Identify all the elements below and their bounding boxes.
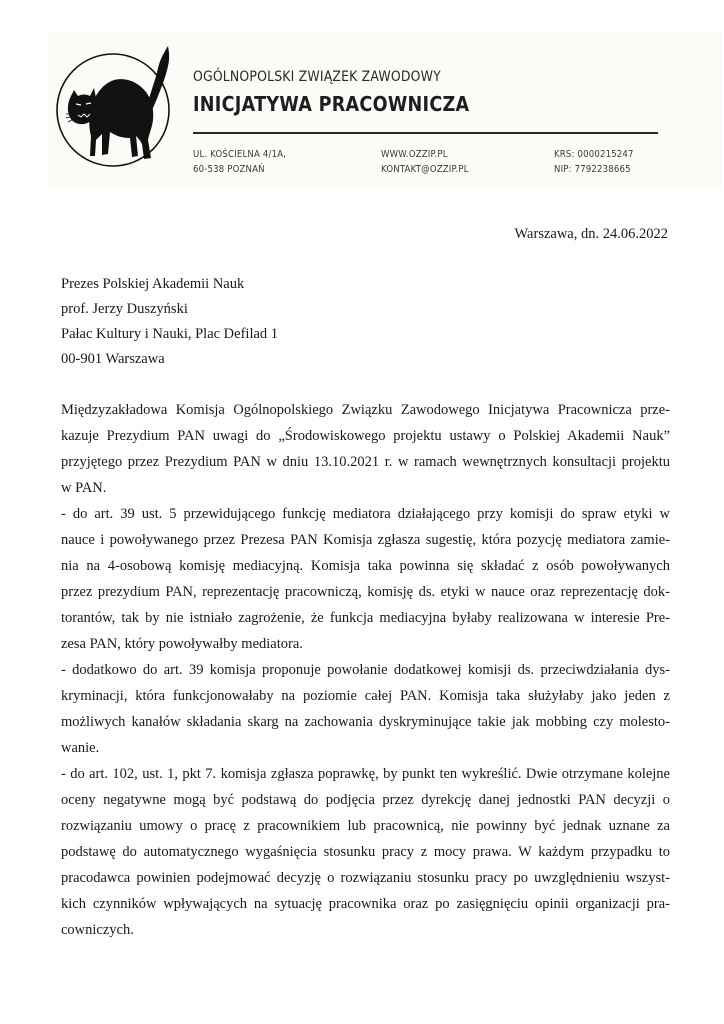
address-city: 60-538 POZNAŃ [193,164,265,175]
body-line: torantów, tak by nie istniało zagrożenie, że funkcja mediacyjna byłaby realizowana w interesie Pre- [61,610,670,626]
body-line: zesa PAN, który powoływałby mediatora. [61,636,303,652]
body-line: rozwiązaniu umowy o pracę z pracownikiem lub pracownicą, nie powinny być jednak uznane za [61,818,670,834]
body-line: możliwych kanałów składania skarg na zachowania dyskryminujące takie jak mobbing czy molesto- [61,714,670,730]
recipient-line: Pałac Kultury i Nauki, Plac Defilad 1 [61,326,279,342]
org-name-line2: INICJATYWA PRACOWNICZA [193,92,470,116]
website-link[interactable]: WWW.OZZIP.PL [381,149,448,160]
letter-date: Warszawa, dn. 24.06.2022 [514,226,668,242]
body-line: w PAN. [61,480,107,496]
letter-body [61,397,670,943]
recipient-line: 00-901 Warszawa [61,351,165,367]
org-registration [554,147,634,177]
body-line: pracodawca powinien podejmować decyzję o rozwiązaniu stosunku pracy po uwzględnieniu wszyst- [61,870,670,886]
body-line: przyjętego przez Prezydium PAN w dniu 13.10.2021 r. w ramach wewnętrznych konsultacji projektu [61,454,670,470]
org-name-line1: OGÓLNOPOLSKI ZWIĄZEK ZAWODOWY [193,69,441,85]
recipient-line: Prezes Polskiej Akademii Nauk [61,276,245,292]
body-line: - do art. 39 ust. 5 przewidującego funkcję mediatora działającego przy komisji do spraw etyki w [61,506,670,522]
recipient-address [61,272,278,372]
body-line: cowniczych. [61,922,134,938]
body-line: kryminacji, która funkcjonowałaby na poziomie całej PAN. Komisja taka służyłaby jako jeden z [61,688,670,704]
body-line: nauce i powoływanego przez Prezesa PAN Komisja zgłasza sugestię, która pozycję mediatora zamie- [61,532,670,548]
black-cat-logo-icon [56,44,176,168]
body-line: wanie. [61,740,100,756]
body-line: nia na 4-osobową komisję mediacyjną. Komisja taka powinna się składać z osób powoływanych [61,558,670,574]
org-address [193,147,286,177]
body-line: Międzyzakładowa Komisja Ogólnopolskiego Związku Zawodowego Inicjatywa Pracownicza prze- [61,402,670,418]
org-web-contact [381,147,469,177]
recipient-line: prof. Jerzy Duszyński [61,301,188,317]
body-line: - do art. 102, ust. 1, pkt 7. komisja zgłasza poprawkę, by punkt ten wykreślić. Dwie otrzymane kolejne [61,766,670,782]
body-line: podstawę do automatycznego wygaśnięcia stosunku pracy z mocy prawa. W każdym przypadku to [61,844,670,860]
krs-number: KRS: 0000215247 [554,149,634,160]
letterhead-divider [193,132,658,134]
body-line: kich czynników wpływających na sytuację pracownika oraz po zasięgnięciu opinii organizacji pra- [61,896,670,912]
body-line: - dodatkowo do art. 39 komisja proponuje powołanie dodatkowej komisji ds. przeciwdziałania dys- [61,662,670,678]
body-line: przez prezydium PAN, reprezentację pracowniczą, komisję ds. etyki w nauce oraz reprezentację dok- [61,584,670,600]
body-line: kazuje Prezydium PAN uwagi do „Środowiskowego projektu ustawy o Polskiej Akademii Nauk” [61,428,670,444]
address-street: UL. KOŚCIELNA 4/1A, [193,149,287,160]
nip-number: NIP: 7792238665 [554,164,631,175]
email-link[interactable]: KONTAKT@OZZIP.PL [381,164,469,175]
body-line: oceny negatywne mogą być podstawą do podjęcia przez dyrekcję danej jednostki PAN decyzji o [61,792,670,808]
